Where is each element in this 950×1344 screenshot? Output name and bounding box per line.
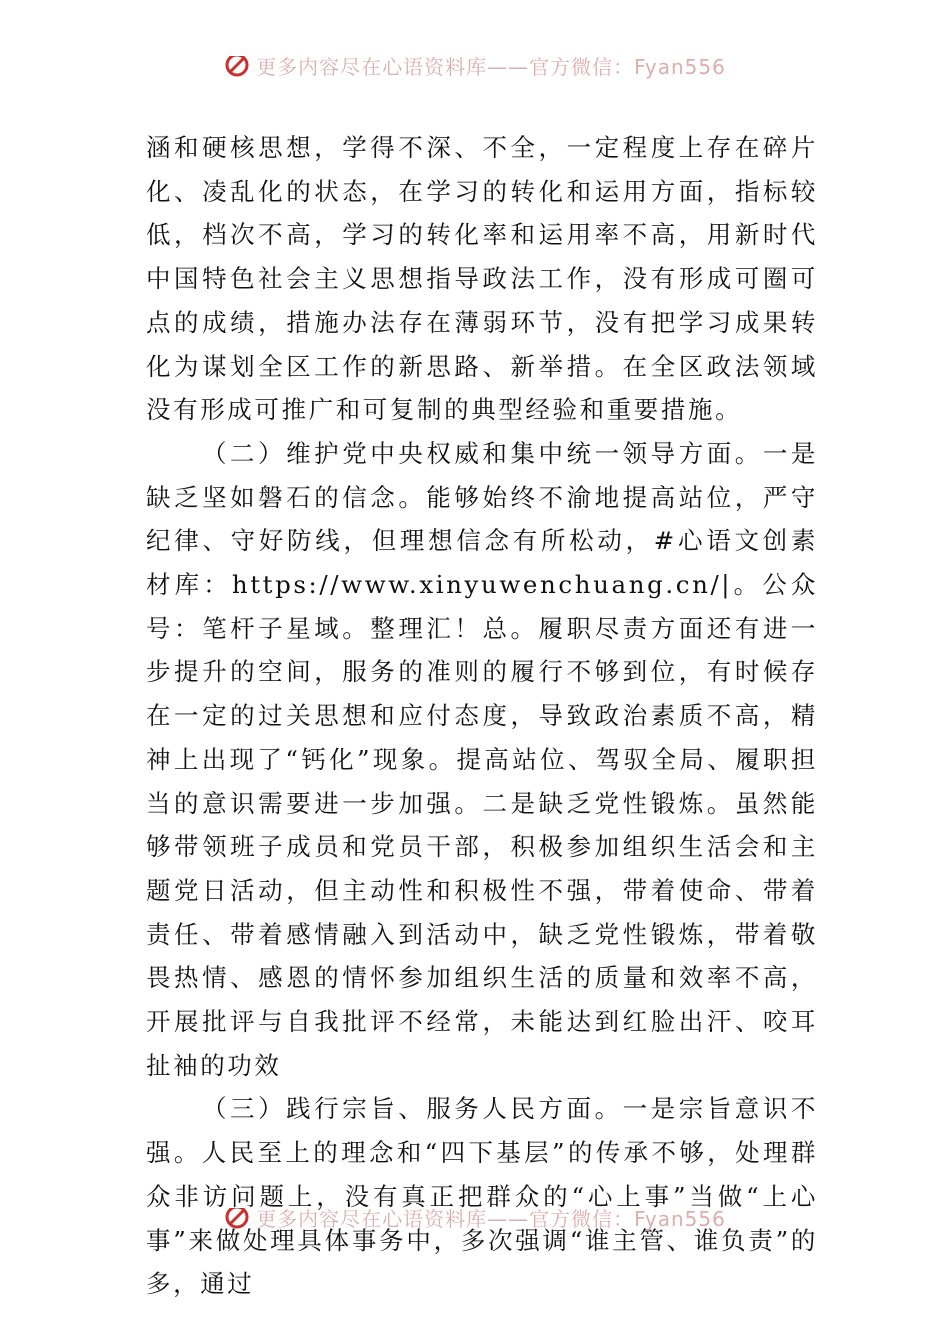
brand-logo-icon [224,1208,250,1230]
paragraph-1: 涵和硬核思想，学得不深、不全，一定程度上存在碎片化、凌乱化的状态，在学习的转化和运用方面，指标较低，档次不高，学习的转化率和运用率不高，用新时代中国特色社会主义思想指导政法工作，没有形成可圈可点的成绩，措施办法存在薄弱环节，没有把学习成果转化为谋划全区工作的新思路、新举措。在全区政法领域没有形成可推广和可复制的典型经验和重要措施。 [146,133,818,425]
watermark-text: 更多内容尽在心语资料库——官方微信：Fyan556 [256,56,726,79]
header-watermark [0,56,950,86]
brand-logo-icon [224,56,250,78]
footer-watermark [0,1208,950,1238]
paragraph-2: （二）维护党中央权威和集中统一领导方面。一是缺乏坚如磐石的信念。能够始终不渝地提高站位，严守纪律、守好防线，但理想信念有所松动，#心语文创素材库：https://www.xinyuwenchuang.cn/|。公众号：笔杆子星域。整理汇！总。履职尽责方面还有进一步提升的空间，服务的准则的履行不够到位，有时候存在一定的过关思想和应付态度，导致政治素质不高，精神上出现了“钙化”现象。提高站位、驾驭全局、履职担当的意识需要进一步加强。二是缺乏党性锻炼。虽然能够带领班子成员和党员干部，积极参加组织生活会和主题党日活动，但主动性和积极性不强，带着使命、带着责任、带着感情融入到活动中，缺乏党性锻炼，带着敬畏热情、感恩的情怀参加组织生活的质量和效率不高，开展批评与自我批评不经常，未能达到红脸出汗、咬耳扯袖的功效 [146,438,818,1080]
document-body [146,126,818,1306]
paragraph-3: （三）践行宗旨、服务人民方面。一是宗旨意识不强。人民至上的理念和“四下基层”的传承不够，处理群众非访问题上，没有真正把群众的“心上事”当做“上心事”来做处理具体事务中，多次强调“谁主管、谁负责”的多，通过 [146,1094,818,1299]
watermark-text: 更多内容尽在心语资料库——官方微信：Fyan556 [256,1208,726,1231]
